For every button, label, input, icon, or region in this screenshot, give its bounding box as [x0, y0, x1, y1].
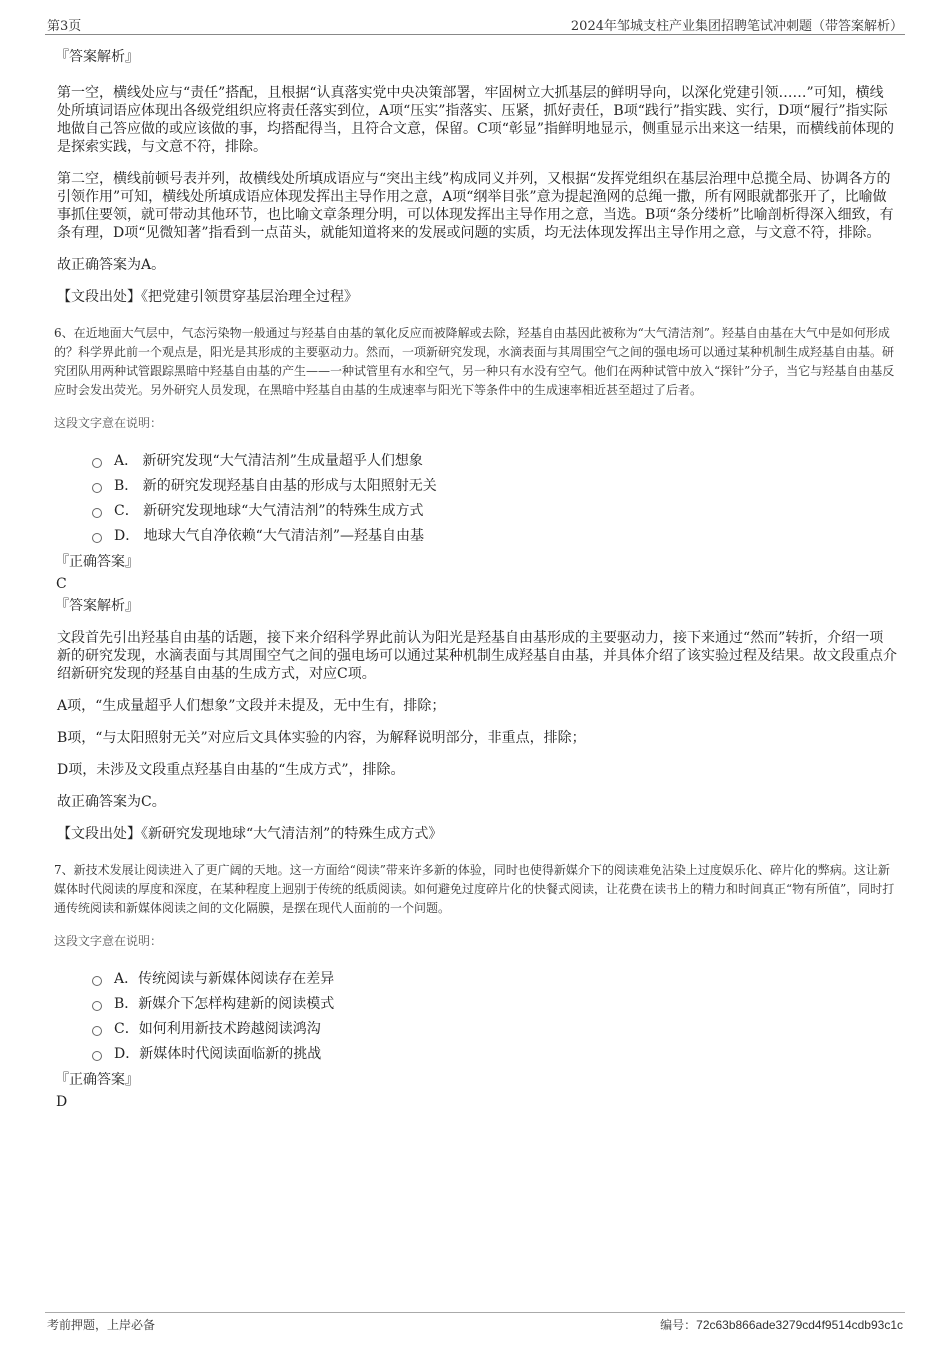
option-label: C．如何利用新技术跨越阅读鸿沟 — [114, 1020, 321, 1037]
correct-answer-label: 『正确答案』 — [55, 1072, 139, 1088]
page-content — [55, 44, 897, 1115]
option-b[interactable] — [92, 472, 897, 497]
explanation-paragraph: 第一空，横线处应与“责任”搭配，且根据“认真落实党中央决策部署，牢固树立大抓基层的鲜明导向，以深化党建引领……”可知，横线处所填词语应体现出各级党组织应将责任落实到位，A项“压实”指落实、压紧，抓好责任，B项“践行”指实践、实行，D项“履行”指实际地做自己答应做的或应该做的事，均搭配得当，且符合文意，保留。C项“彰显”指鲜明地显示，侧重显示出来这一结果，而横线前体现的是探索实践，与文意不符，排除。 — [57, 85, 895, 155]
question-prompt: 这段文字意在说明： — [54, 934, 163, 948]
question-stem: 7、新技术发展让阅读进入了更广阔的天地。这一方面给“阅读”带来许多新的体验，同时也使得新媒介下的阅读难免沾染上过度娱乐化、碎片化的弊病。这让新媒体时代阅读的厚度和深度，在某种程度上迥别于传统的纸质阅读。如何避免过度碎片化的快餐式阅读，让花费在读书上的精力和时间真正“物有所值”，同时打通传统阅读和新媒体阅读之间的文化隔膜，是摆在现代人面前的一个问题。 — [54, 863, 895, 915]
option-c[interactable] — [92, 1015, 897, 1040]
explanation-paragraph: D项，未涉及文段重点羟基自由基的“生成方式”，排除。 — [57, 762, 405, 778]
explanation-label: 『答案解析』 — [55, 49, 139, 65]
footer-slogan: 考前押题，上岸必备 — [47, 1318, 156, 1332]
explanation-paragraph: B项，“与太阳照射无关”对应后文具体实验的内容，为解释说明部分，非重点，排除； — [57, 730, 586, 746]
radio-icon[interactable] — [92, 1051, 102, 1061]
option-d[interactable] — [92, 522, 897, 547]
option-list — [92, 447, 897, 547]
radio-icon[interactable] — [92, 483, 102, 493]
radio-icon[interactable] — [92, 508, 102, 518]
option-a[interactable] — [92, 965, 897, 990]
correct-answer-label: 『正确答案』 — [55, 554, 139, 570]
correct-answer: D — [56, 1094, 68, 1110]
explanation-paragraph: 文段首先引出羟基自由基的话题，接下来介绍科学界此前认为阳光是羟基自由基形成的主要驱动力，接下来通过“然而”转折，介绍一项新的研究发现，水滴表面与其周围空气之间的强电场可以通过某种机制生成羟基自由基，并具体介绍了该实验过程及结果。故文段重点介绍新研究发现的羟基自由基的生成方式，对应C项。 — [57, 630, 897, 682]
correct-answer-statement: 故正确答案为C。 — [57, 794, 166, 810]
option-label: A． 新研究发现“大气清洁剂”生成量超乎人们想象 — [114, 452, 423, 469]
radio-icon[interactable] — [92, 458, 102, 468]
option-label: C． 新研究发现地球“大气清洁剂”的特殊生成方式 — [114, 502, 424, 519]
question-prompt: 这段文字意在说明： — [54, 416, 163, 430]
question-stem: 6、在近地面大气层中，气态污染物一般通过与羟基自由基的氧化反应而被降解或去除，羟基自由基因此被称为“大气清洁剂”。羟基自由基在大气中是如何形成的？科学界此前一个观点是，阳光是其形成的主要驱动力。然而，一项新研究发现，水滴表面与其周围空气之间的强电场可以通过某种机制生成羟基自由基。研究团队用两种试管跟踪黑暗中羟基自由基的产生——一种试管里有水和空气，另一种只有水没有空气。他们在两种试管中放入“探针”分子，当它与羟基自由基反应时会发出荧光。另外研究人员发现，在黑暗中羟基自由基的生成速率与阳光下等条件中的生成速率相近甚至超过了后者。 — [54, 326, 895, 397]
radio-icon[interactable] — [92, 1001, 102, 1011]
page-number: 第3页 — [47, 19, 82, 34]
option-label: D．新媒体时代阅读面临新的挑战 — [114, 1045, 322, 1062]
source-citation: 【文段出处】《把党建引领贯穿基层治理全过程》 — [57, 289, 358, 305]
radio-icon[interactable] — [92, 976, 102, 986]
option-d[interactable] — [92, 1040, 897, 1065]
option-b[interactable] — [92, 990, 897, 1015]
radio-icon[interactable] — [92, 533, 102, 543]
explanation-paragraph: 第二空，横线前顿号表并列，故横线处所填成语应与“突出主线”构成同义并列，又根据“发挥党组织在基层治理中总揽全局、协调各方的引领作用”可知，横线处所填成语应体现发挥出主导作用之意，A项“纲举目张”意为提起渔网的总绳一撒，所有网眼就都张开了，比喻做事抓住要领，就可带动其他环节，也比喻文章条理分明，可以体现发挥出主导作用之意，当选。B项“条分缕析”比喻剖析得深入细致，有条有理，D项“见微知著”指看到一点苗头，就能知道将来的发展或问题的实质，均无法体现发挥出主导作用之意，与文意不符，排除。 — [57, 171, 894, 241]
correct-answer: C — [56, 576, 67, 592]
option-label: B． 新的研究发现羟基自由基的形成与太阳照射无关 — [114, 477, 437, 494]
radio-icon[interactable] — [92, 1026, 102, 1036]
correct-answer-statement: 故正确答案为A。 — [57, 257, 166, 273]
option-a[interactable] — [92, 447, 897, 472]
document-title: 2024年邹城支柱产业集团招聘笔试冲刺题（带答案解析） — [570, 19, 903, 34]
document-id: 编号：72c63b866ade3279cd4f9514cdb93c1c — [660, 1318, 903, 1332]
explanation-paragraph: A项，“生成量超乎人们想象”文段并未提及，无中生有，排除； — [57, 698, 446, 714]
page-header — [45, 12, 905, 35]
option-label: B．新媒介下怎样构建新的阅读模式 — [114, 995, 335, 1012]
page-footer — [45, 1312, 905, 1332]
option-list — [92, 965, 897, 1065]
option-label: A．传统阅读与新媒体阅读存在差异 — [114, 970, 335, 987]
source-citation: 【文段出处】《新研究发现地球“大气清洁剂”的特殊生成方式》 — [57, 826, 443, 842]
option-label: D． 地球大气自净依赖“大气清洁剂”—羟基自由基 — [114, 527, 424, 544]
option-c[interactable] — [92, 497, 897, 522]
explanation-label: 『答案解析』 — [55, 598, 139, 614]
